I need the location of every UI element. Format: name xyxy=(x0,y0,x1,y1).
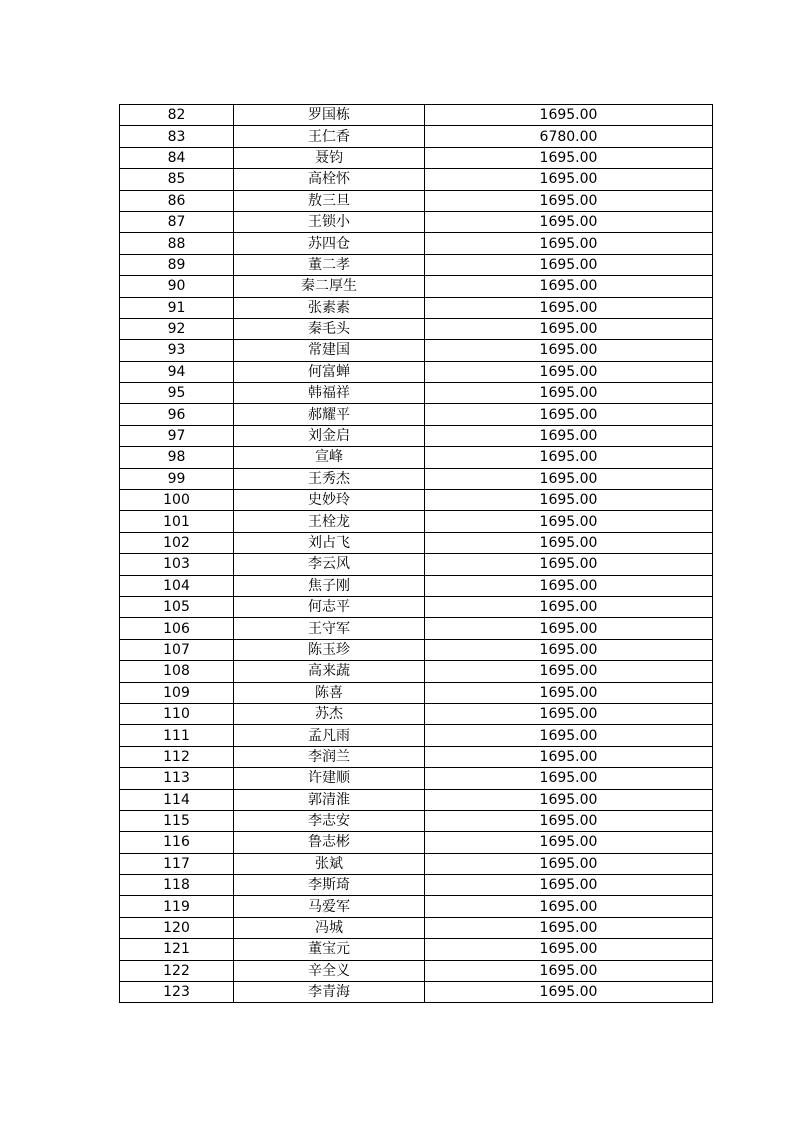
name-cell: 王仁香 xyxy=(234,126,425,147)
name-cell: 宣峰 xyxy=(234,447,425,468)
table-row xyxy=(120,596,713,617)
amount-cell: 1695.00 xyxy=(425,190,713,211)
table-row xyxy=(120,810,713,831)
amount-cell: 1695.00 xyxy=(425,276,713,297)
table-row xyxy=(120,875,713,896)
table-row xyxy=(120,939,713,960)
name-cell: 苏杰 xyxy=(234,703,425,724)
row-number-cell: 109 xyxy=(120,682,234,703)
table-row xyxy=(120,276,713,297)
amount-cell: 6780.00 xyxy=(425,126,713,147)
name-cell: 何志平 xyxy=(234,596,425,617)
row-number-cell: 93 xyxy=(120,340,234,361)
row-number-cell: 82 xyxy=(120,105,234,126)
table-row xyxy=(120,169,713,190)
table-row xyxy=(120,917,713,938)
name-cell: 秦毛头 xyxy=(234,318,425,339)
amount-cell: 1695.00 xyxy=(425,254,713,275)
table-row xyxy=(120,361,713,382)
amount-cell: 1695.00 xyxy=(425,297,713,318)
table-row xyxy=(120,703,713,724)
table-row xyxy=(120,340,713,361)
row-number-cell: 110 xyxy=(120,703,234,724)
amount-cell: 1695.00 xyxy=(425,703,713,724)
table-row xyxy=(120,768,713,789)
table-row xyxy=(120,746,713,767)
row-number-cell: 112 xyxy=(120,746,234,767)
name-cell: 许建顺 xyxy=(234,768,425,789)
table-row xyxy=(120,725,713,746)
row-number-cell: 92 xyxy=(120,318,234,339)
name-cell: 史妙玲 xyxy=(234,490,425,511)
row-number-cell: 98 xyxy=(120,447,234,468)
table-row xyxy=(120,853,713,874)
row-number-cell: 97 xyxy=(120,425,234,446)
row-number-cell: 95 xyxy=(120,383,234,404)
table-row xyxy=(120,661,713,682)
table-row xyxy=(120,554,713,575)
table-row xyxy=(120,190,713,211)
amount-cell: 1695.00 xyxy=(425,661,713,682)
table-row xyxy=(120,618,713,639)
name-cell: 李斯琦 xyxy=(234,875,425,896)
row-number-cell: 105 xyxy=(120,596,234,617)
name-cell: 董二孝 xyxy=(234,254,425,275)
name-cell: 冯城 xyxy=(234,917,425,938)
row-number-cell: 89 xyxy=(120,254,234,275)
table-row xyxy=(120,532,713,553)
amount-cell: 1695.00 xyxy=(425,468,713,489)
amount-cell: 1695.00 xyxy=(425,404,713,425)
row-number-cell: 87 xyxy=(120,211,234,232)
table-row xyxy=(120,982,713,1003)
row-number-cell: 117 xyxy=(120,853,234,874)
name-cell: 焦子刚 xyxy=(234,575,425,596)
amount-cell: 1695.00 xyxy=(425,768,713,789)
name-cell: 董宝元 xyxy=(234,939,425,960)
name-cell: 郝耀平 xyxy=(234,404,425,425)
amount-cell: 1695.00 xyxy=(425,618,713,639)
row-number-cell: 86 xyxy=(120,190,234,211)
amount-cell: 1695.00 xyxy=(425,682,713,703)
name-cell: 聂钧 xyxy=(234,147,425,168)
row-number-cell: 111 xyxy=(120,725,234,746)
name-cell: 李润兰 xyxy=(234,746,425,767)
table-row xyxy=(120,447,713,468)
amount-cell: 1695.00 xyxy=(425,554,713,575)
row-number-cell: 119 xyxy=(120,896,234,917)
amount-cell: 1695.00 xyxy=(425,211,713,232)
row-number-cell: 123 xyxy=(120,982,234,1003)
amount-cell: 1695.00 xyxy=(425,105,713,126)
amount-cell: 1695.00 xyxy=(425,532,713,553)
name-cell: 高栓怀 xyxy=(234,169,425,190)
name-cell: 王守军 xyxy=(234,618,425,639)
table-row xyxy=(120,318,713,339)
table-row xyxy=(120,297,713,318)
amount-cell: 1695.00 xyxy=(425,789,713,810)
amount-cell: 1695.00 xyxy=(425,233,713,254)
amount-cell: 1695.00 xyxy=(425,511,713,532)
table-row xyxy=(120,254,713,275)
amount-cell: 1695.00 xyxy=(425,917,713,938)
table-row xyxy=(120,682,713,703)
name-cell: 王锁小 xyxy=(234,211,425,232)
name-cell: 韩福祥 xyxy=(234,383,425,404)
amount-cell: 1695.00 xyxy=(425,982,713,1003)
name-cell: 常建国 xyxy=(234,340,425,361)
amount-cell: 1695.00 xyxy=(425,575,713,596)
row-number-cell: 107 xyxy=(120,639,234,660)
row-number-cell: 120 xyxy=(120,917,234,938)
name-cell: 李志安 xyxy=(234,810,425,831)
amount-cell: 1695.00 xyxy=(425,960,713,981)
amount-cell: 1695.00 xyxy=(425,832,713,853)
row-number-cell: 118 xyxy=(120,875,234,896)
row-number-cell: 106 xyxy=(120,618,234,639)
row-number-cell: 100 xyxy=(120,490,234,511)
roster-table xyxy=(119,104,713,1003)
table-row xyxy=(120,832,713,853)
amount-cell: 1695.00 xyxy=(425,875,713,896)
table-row xyxy=(120,126,713,147)
amount-cell: 1695.00 xyxy=(425,939,713,960)
table-row xyxy=(120,789,713,810)
name-cell: 李云风 xyxy=(234,554,425,575)
row-number-cell: 101 xyxy=(120,511,234,532)
table-row xyxy=(120,511,713,532)
name-cell: 李青海 xyxy=(234,982,425,1003)
table-row xyxy=(120,211,713,232)
table-row xyxy=(120,575,713,596)
name-cell: 郭清淮 xyxy=(234,789,425,810)
name-cell: 陈玉珍 xyxy=(234,639,425,660)
amount-cell: 1695.00 xyxy=(425,147,713,168)
row-number-cell: 102 xyxy=(120,532,234,553)
name-cell: 敖三旦 xyxy=(234,190,425,211)
row-number-cell: 114 xyxy=(120,789,234,810)
row-number-cell: 96 xyxy=(120,404,234,425)
name-cell: 刘金启 xyxy=(234,425,425,446)
name-cell: 秦二厚生 xyxy=(234,276,425,297)
amount-cell: 1695.00 xyxy=(425,746,713,767)
amount-cell: 1695.00 xyxy=(425,383,713,404)
amount-cell: 1695.00 xyxy=(425,725,713,746)
table-row xyxy=(120,468,713,489)
amount-cell: 1695.00 xyxy=(425,853,713,874)
name-cell: 马爱军 xyxy=(234,896,425,917)
table-row xyxy=(120,639,713,660)
table-row xyxy=(120,233,713,254)
row-number-cell: 90 xyxy=(120,276,234,297)
amount-cell: 1695.00 xyxy=(425,361,713,382)
amount-cell: 1695.00 xyxy=(425,318,713,339)
amount-cell: 1695.00 xyxy=(425,596,713,617)
table-row xyxy=(120,896,713,917)
name-cell: 张斌 xyxy=(234,853,425,874)
amount-cell: 1695.00 xyxy=(425,639,713,660)
table-row xyxy=(120,425,713,446)
amount-cell: 1695.00 xyxy=(425,896,713,917)
name-cell: 苏四仓 xyxy=(234,233,425,254)
row-number-cell: 115 xyxy=(120,810,234,831)
row-number-cell: 108 xyxy=(120,661,234,682)
name-cell: 罗国栋 xyxy=(234,105,425,126)
row-number-cell: 104 xyxy=(120,575,234,596)
roster-table-body xyxy=(120,105,713,1003)
name-cell: 何富蝉 xyxy=(234,361,425,382)
amount-cell: 1695.00 xyxy=(425,447,713,468)
name-cell: 辛全义 xyxy=(234,960,425,981)
name-cell: 鲁志彬 xyxy=(234,832,425,853)
name-cell: 王秀杰 xyxy=(234,468,425,489)
amount-cell: 1695.00 xyxy=(425,810,713,831)
name-cell: 张素素 xyxy=(234,297,425,318)
table-row xyxy=(120,960,713,981)
row-number-cell: 99 xyxy=(120,468,234,489)
table-row xyxy=(120,105,713,126)
name-cell: 孟凡雨 xyxy=(234,725,425,746)
row-number-cell: 88 xyxy=(120,233,234,254)
row-number-cell: 94 xyxy=(120,361,234,382)
table-row xyxy=(120,490,713,511)
row-number-cell: 83 xyxy=(120,126,234,147)
table-row xyxy=(120,404,713,425)
row-number-cell: 85 xyxy=(120,169,234,190)
row-number-cell: 121 xyxy=(120,939,234,960)
row-number-cell: 103 xyxy=(120,554,234,575)
name-cell: 高来蔬 xyxy=(234,661,425,682)
row-number-cell: 113 xyxy=(120,768,234,789)
name-cell: 王栓龙 xyxy=(234,511,425,532)
row-number-cell: 122 xyxy=(120,960,234,981)
amount-cell: 1695.00 xyxy=(425,340,713,361)
name-cell: 陈喜 xyxy=(234,682,425,703)
table-row xyxy=(120,383,713,404)
table-row xyxy=(120,147,713,168)
amount-cell: 1695.00 xyxy=(425,425,713,446)
row-number-cell: 84 xyxy=(120,147,234,168)
row-number-cell: 116 xyxy=(120,832,234,853)
amount-cell: 1695.00 xyxy=(425,490,713,511)
name-cell: 刘占飞 xyxy=(234,532,425,553)
row-number-cell: 91 xyxy=(120,297,234,318)
amount-cell: 1695.00 xyxy=(425,169,713,190)
